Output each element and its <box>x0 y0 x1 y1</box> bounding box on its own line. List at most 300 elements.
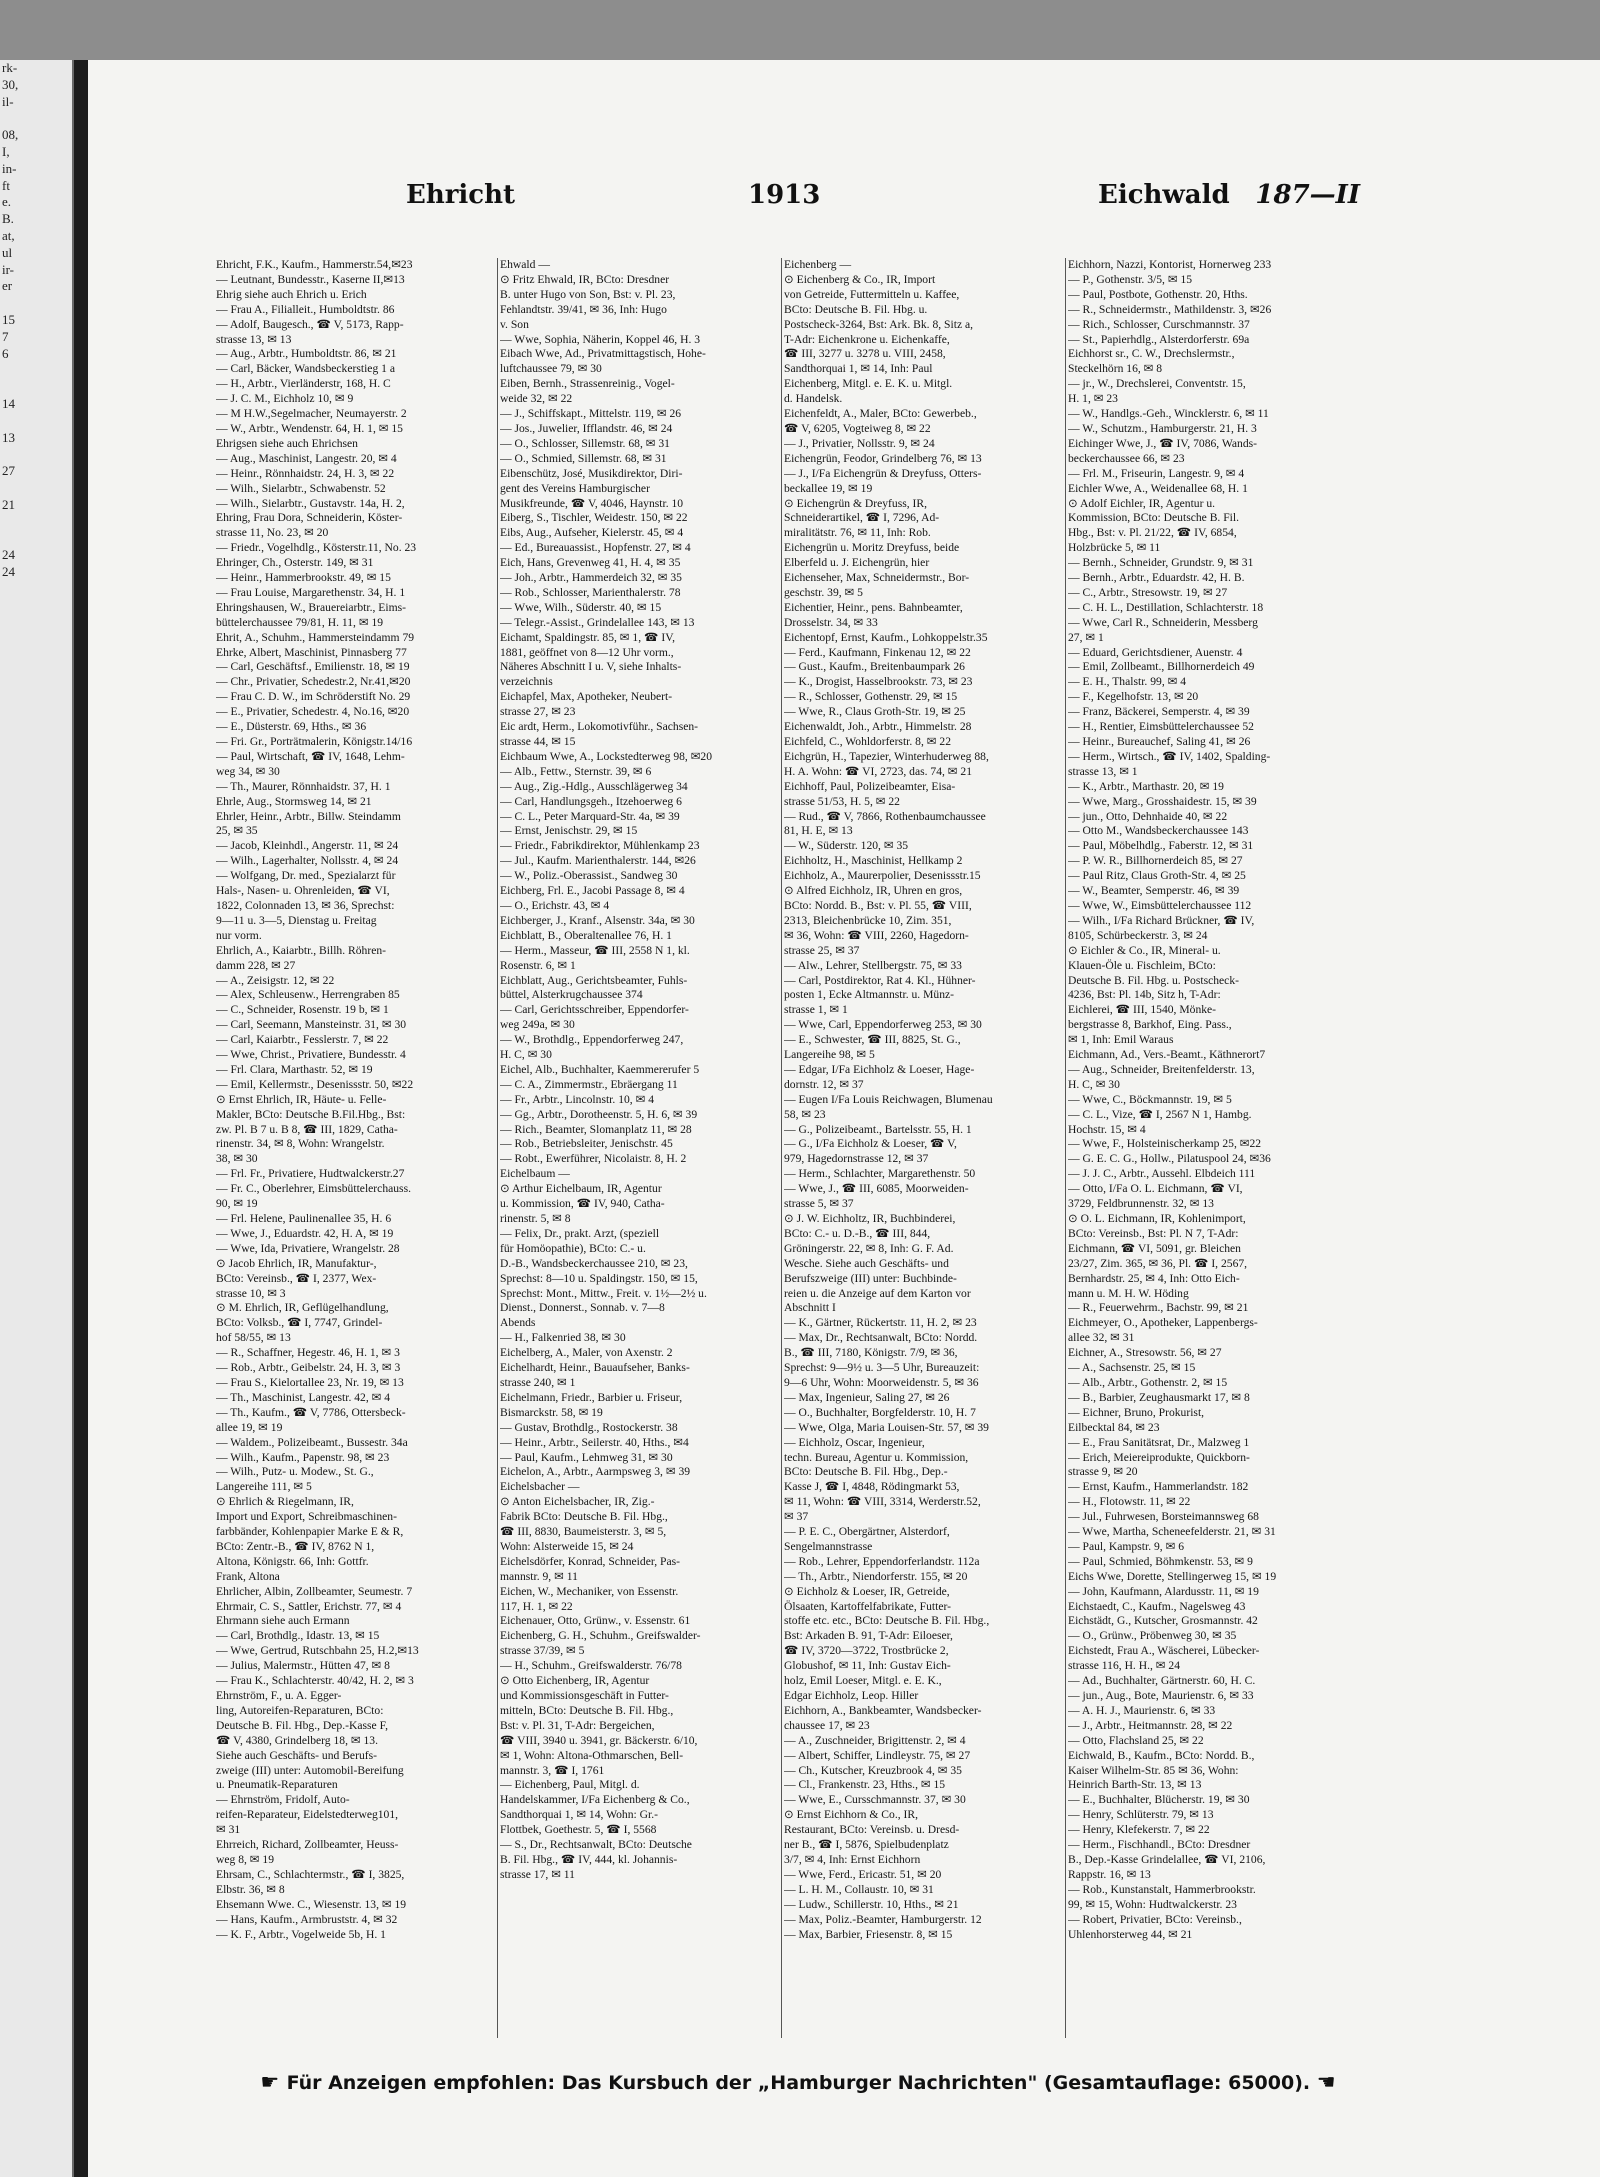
directory-entry-line: — Carl, Bäcker, Wandsbeckerstieg 1 a <box>216 362 395 376</box>
directory-entry-line: Ehrke, Albert, Maschinist, Pinnasberg 77 <box>216 645 407 659</box>
directory-entry-line: Eichamt, Spaldingstr. 85, ✉ 1, ☎ IV, <box>500 630 675 644</box>
directory-entry-line: Ehrigsen siehe auch Ehrichsen <box>216 436 358 450</box>
directory-entry-line: reien u. die Anzeige auf dem Karton vor <box>784 1286 971 1300</box>
directory-entry-line: — Rob., Betriebsleiter, Jenischstr. 45 <box>500 1137 673 1151</box>
directory-entry-line: strasse 37/39, ✉ 5 <box>500 1644 585 1658</box>
directory-entry-line: Fabrik BCto: Deutsche B. Fil. Hbg., <box>500 1510 668 1524</box>
directory-entry-line: — Fri. Gr., Porträtmalerin, Königstr.14/16 <box>216 735 413 748</box>
directory-entry-line: — Frl. Fr., Privatiere, Hudtwalckerstr.27 <box>216 1167 405 1181</box>
previous-page-fragment <box>0 1051 72 1068</box>
directory-entry-line: Deutsche B. Fil. Hbg., Dep.-Kasse F, <box>216 1718 388 1732</box>
directory-entry-line: Postscheck-3264, Bst: Ark. Bk. 8, Sitz a, <box>784 317 974 331</box>
directory-entry-line: Eichelbaum — <box>500 1167 570 1181</box>
directory-entry-line: — Eichholz, Oscar, Ingenieur, <box>784 1435 925 1449</box>
directory-entry-line: BCto: Nordd. B., Bst: v. Pl. 55, ☎ VIII, <box>784 898 972 912</box>
directory-entry-line: Kommission, BCto: Deutsche B. Fil. <box>1068 511 1240 525</box>
directory-entry-line: ⊙ Adolf Eichler, IR, Agentur u. <box>1068 496 1216 510</box>
directory-entry-line: — Max, Poliz.-Beamter, Hamburgerstr. 12 <box>784 1912 982 1926</box>
directory-entry-line: — Carl, Seemann, Mansteinstr. 31, ✉ 30 <box>216 1018 407 1032</box>
directory-entry-line: — Julius, Malermstr., Hütten 47, ✉ 8 <box>216 1659 390 1673</box>
directory-entry-line: ling, Autoreifen-Reparaturen, BCto: <box>216 1703 384 1717</box>
directory-entry-line: — O., Erichstr. 43, ✉ 4 <box>500 898 610 912</box>
directory-entry-line: — W., Beamter, Semperstr. 46, ✉ 39 <box>1068 884 1240 898</box>
directory-entry-line: ⊙ Eichengrün & Dreyfuss, IR, <box>784 496 928 510</box>
previous-page-fragment <box>0 933 72 950</box>
directory-entry-line: Eichel, Alb., Buchhalter, Kaemmererufer 5 <box>500 1062 700 1076</box>
directory-page <box>88 60 1600 2177</box>
directory-entry-line: zw. Pl. B 7 u. B 8, ☎ III, 1829, Catha- <box>216 1122 398 1136</box>
directory-entry-line: — Frl. Helene, Paulinenallee 35, H. 6 <box>216 1212 392 1225</box>
previous-page-fragment <box>0 648 72 665</box>
directory-entry-line: Sprechst: 8—10 u. Spaldingstr. 150, ✉ 15, <box>500 1271 698 1285</box>
directory-entry-line: 1822, Colonnaden 13, ✉ 36, Sprechst: <box>216 898 395 912</box>
directory-entry-line: Eichhoff, Paul, Polizeibeamter, Eisa- <box>784 779 956 793</box>
directory-entry-line: ⊙ O. L. Eichmann, IR, Kohlenimport, <box>1068 1212 1246 1225</box>
previous-page-fragment <box>0 631 72 648</box>
directory-entry-line: — Henry, Klefekerstr. 7, ✉ 22 <box>1068 1823 1210 1837</box>
directory-entry-line: — Felix, Dr., prakt. Arzt, (speziell <box>500 1226 660 1240</box>
directory-entry-line: — H., Falkenried 38, ✉ 30 <box>500 1331 626 1345</box>
directory-entry-line: Eichelberg, A., Maler, von Axenstr. 2 <box>500 1346 673 1360</box>
directory-entry-line: BCto: C.- u. D.-B., ☎ III, 844, <box>784 1226 931 1240</box>
header-first-entry: Ehricht <box>406 180 516 210</box>
previous-page-fragment <box>0 917 72 934</box>
directory-entry-line: Eichenfeldt, A., Maler, BCto: Gewerbeb., <box>784 407 977 421</box>
directory-entry-line: — John, Kaufmann, Alardusstr. 11, ✉ 19 <box>1068 1584 1259 1598</box>
directory-entry-line: Drosselstr. 34, ✉ 33 <box>784 615 878 629</box>
directory-entry-line: und Kommissionsgeschäft in Futter- <box>500 1689 669 1702</box>
directory-entry-line: — Rob., Lehrer, Eppendorferlandstr. 112a <box>784 1554 980 1568</box>
directory-entry-line: beckerchaussee 66, ✉ 23 <box>1068 451 1185 465</box>
directory-entry-line: Eichentier, Heinr., pens. Bahnbeamter, <box>784 600 963 614</box>
previous-page-fragment: 30, <box>2 76 19 92</box>
directory-entry-line: — W., Arbtr., Wendenstr. 64, H. 1, ✉ 15 <box>216 421 403 435</box>
directory-entry-line: — Paul, Möbelhdlg., Faberstr. 12, ✉ 31 <box>1068 839 1254 853</box>
directory-entry-line: Hochstr. 15, ✉ 4 <box>1068 1122 1146 1136</box>
directory-entry-line: — W., Poliz.-Oberassist., Sandweg 30 <box>500 869 678 883</box>
directory-entry-line: — Th., Maschinist, Langestr. 42, ✉ 4 <box>216 1390 391 1404</box>
directory-entry-line: — J., I/Fa Eichengrün & Dreyfuss, Otters- <box>784 466 982 480</box>
directory-entry-line: Sengelmannstrasse <box>784 1539 873 1553</box>
directory-entry-line: — Fr. C., Oberlehrer, Eimsbüttelerchauss. <box>216 1182 411 1196</box>
directory-entry-line: 27, ✉ 1 <box>1068 630 1104 644</box>
directory-entry-line: — Max, Dr., Rechtsanwalt, BCto: Nordd. <box>784 1331 978 1345</box>
directory-entry-line: strasse 10, ✉ 3 <box>216 1286 286 1300</box>
directory-entry-line: Eichhorst sr., C. W., Drechslermstr., <box>1068 347 1235 361</box>
directory-entry-line: ⊙ Ehrlich & Riegelmann, IR, <box>216 1495 354 1509</box>
directory-entry-line: Eichmeyer, O., Apotheker, Lappenbergs- <box>1068 1316 1258 1330</box>
directory-entry-line: Ehringer, Ch., Osterstr. 149, ✉ 31 <box>216 556 374 570</box>
previous-page-fragment <box>0 598 72 615</box>
directory-entry-line: ⊙ Ernst Eichhorn & Co., IR, <box>784 1808 919 1822</box>
directory-entry-line: 58, ✉ 23 <box>784 1107 826 1121</box>
directory-entry-line: stoffe etc. etc., BCto: Deutsche B. Fil. Hbg., <box>784 1614 990 1628</box>
directory-entry-line: 99, ✉ 15, Wohn: Hudtwalckerstr. 23 <box>1068 1897 1237 1911</box>
previous-page-fragment <box>0 530 72 547</box>
directory-entry-line: — Ernst, Kaufm., Hammerlandstr. 182 <box>1068 1480 1249 1494</box>
previous-page-fragment <box>0 379 72 396</box>
directory-entry-line: Ehrsam, C., Schlachtermstr., ☎ I, 3825, <box>216 1867 405 1881</box>
directory-entry-line: Eichner, A., Stresowstr. 56, ✉ 27 <box>1068 1346 1222 1360</box>
directory-entry-line: Langereihe 98, ✉ 5 <box>784 1048 875 1062</box>
directory-entry-line: strasse 11, No. 23, ✉ 20 <box>216 526 329 540</box>
directory-entry-line: Eic ardt, Herm., Lokomotivführ., Sachsen- <box>500 720 699 734</box>
directory-entry-line: 1881, geöffnet von 8—12 Uhr vorm., <box>500 645 674 659</box>
directory-entry-line: — Joh., Arbtr., Hammerdeich 32, ✉ 35 <box>500 571 682 585</box>
directory-entry-line: Handelskammer, I/Fa Eichenberg & Co., <box>500 1793 690 1807</box>
directory-entry-line: — Ferd., Kaufmann, Finkenau 12, ✉ 22 <box>784 645 971 659</box>
directory-entry-line: strasse 17, ✉ 11 <box>500 1867 575 1881</box>
previous-page-fragment: ir- <box>2 261 15 277</box>
directory-entry-line: BCto: Deutsche B. Fil. Hbg., Dep.- <box>784 1465 948 1479</box>
directory-entry-line: mitteln, BCto: Deutsche B. Fil. Hbg., <box>500 1703 674 1717</box>
directory-entry-line: Dienst., Donnerst., Sonnab. v. 7—8 <box>500 1301 665 1315</box>
directory-entry-line: d. Handelsk. <box>784 392 843 406</box>
directory-entry-line: Klauen-Öle u. Fischleim, BCto: <box>1068 958 1216 972</box>
directory-entry-line: Hals-, Nasen- u. Ohrenleiden, ☎ VI, <box>216 884 390 898</box>
directory-entry-line: — Bernh., Arbtr., Eduardstr. 42, H. B. <box>1068 571 1245 585</box>
directory-entry-line: Eichapfel, Max, Apotheker, Neubert- <box>500 690 673 704</box>
directory-entry-line: Kasse J, ☎ I, 4848, Rödingmarkt 53, <box>784 1480 960 1494</box>
directory-entry-line: — Leutnant, Bundesstr., Kaserne II,✉13 <box>216 272 405 286</box>
directory-entry-line: — E., Düsterstr. 69, Hths., ✉ 36 <box>216 720 367 734</box>
directory-entry-line: H. C, ✉ 30 <box>500 1048 552 1062</box>
directory-entry-line: — E., Frau Sanitätsrat, Dr., Malzweg 1 <box>1068 1435 1250 1449</box>
directory-entry-line: 9—6 Uhr, Wohn: Moorweidenstr. 5, ✉ 36 <box>784 1375 979 1389</box>
directory-entry-line: Eichholz, A., Maurerpolier, Desenissstr.15 <box>784 869 981 883</box>
directory-entry-line: verzeichnis <box>500 675 553 689</box>
directory-entry-line: Bst: Arkaden B. 91, T-Adr: Eiloeser, <box>784 1629 953 1643</box>
directory-entry-line: — Erich, Meiereiprodukte, Quickborn- <box>1068 1450 1250 1464</box>
directory-entry-line: Globushof, ✉ 11, Inh: Gustav Eich- <box>784 1659 951 1673</box>
previous-page-fragment: ft <box>2 177 10 193</box>
directory-entry-line: Eibs, Aug., Aufseher, Kielerstr. 45, ✉ 4 <box>500 526 684 540</box>
directory-entry-line: strasse 240, ✉ 1 <box>500 1375 576 1389</box>
previous-page-fragment: e. <box>2 194 12 210</box>
directory-entry-line: Sandthorquai 1, ✉ 14, Inh: Paul <box>784 362 933 376</box>
previous-page-fragment <box>0 413 72 430</box>
directory-entry-line: — Alb., Fettw., Sternstr. 39, ✉ 6 <box>500 764 652 778</box>
directory-entry-line: — Heinr., Rönnhaidstr. 24, H. 3, ✉ 22 <box>216 466 395 480</box>
pointing-hand-icon: ☚ <box>1316 2070 1336 2094</box>
directory-entry-line: reifen-Reparateur, Eidelstedterweg101, <box>216 1808 399 1822</box>
directory-entry-line: Bismarckstr. 58, ✉ 19 <box>500 1405 603 1419</box>
directory-entry-line: ✉ 31 <box>216 1823 241 1837</box>
directory-entry-line: dornstr. 12, ✉ 37 <box>784 1077 864 1091</box>
directory-entry-line: — A., Zeisigstr. 12, ✉ 22 <box>216 973 335 987</box>
directory-entry-line: ☎ III, 8830, Baumeisterstr. 3, ✉ 5, <box>500 1525 667 1539</box>
directory-entry-line: — Waldem., Polizeibeamt., Bussestr. 34a <box>216 1435 408 1449</box>
directory-entry-line: — Wwe, Martha, Scheneefelderstr. 21, ✉ 31 <box>1068 1525 1276 1539</box>
directory-entry-line: — Aug., Zig.-Hdlg., Ausschlägerweg 34 <box>500 779 688 793</box>
directory-entry-line: Sprechst: 9—9½ u. 3—5 Uhr, Bureauzeit: <box>784 1361 980 1375</box>
directory-entry-line: weg 34, ✉ 30 <box>216 764 280 778</box>
directory-entry-line: — E. H., Thalstr. 99, ✉ 4 <box>1068 675 1187 689</box>
directory-entry-line: ☎ III, 3277 u. 3278 u. VIII, 2458, <box>784 347 946 361</box>
directory-entry-line: strasse 27, ✉ 23 <box>500 705 576 719</box>
directory-entry-line: Eichstaedt, C., Kaufm., Nagelsweg 43 <box>1068 1599 1246 1613</box>
directory-entry-line: Eichengrün, Feodor, Grindelberg 76, ✉ 13 <box>784 451 982 465</box>
directory-entry-line: — Wwe, Carl R., Schneiderin, Messberg <box>1068 615 1258 629</box>
directory-entry-line: Abends <box>500 1316 536 1330</box>
directory-entry-line: — Wilh., I/Fa Richard Brückner, ☎ IV, <box>1068 913 1255 927</box>
directory-entry-line: v. Son <box>500 317 529 331</box>
directory-entry-line: Sprechst: Mont., Mittw., Freit. v. 1½—2½ u. <box>500 1286 707 1300</box>
directory-entry-line: ☎ VIII, 3940 u. 3941, gr. Bäckerstr. 6/10, <box>500 1733 698 1747</box>
directory-entry-line: Eichblatt, B., Oberaltenallee 76, H. 1 <box>500 928 672 942</box>
directory-entry-line: — Wwe, Ferd., Ericastr. 51, ✉ 20 <box>784 1867 942 1881</box>
directory-entry-line: — Rob., Schlosser, Marienthalerstr. 78 <box>500 585 681 599</box>
previous-page-fragment: il- <box>2 93 14 109</box>
directory-entry-line: — G., I/Fa Eichholz & Loeser, ☎ V, <box>784 1137 957 1151</box>
directory-entry-line: — Ludw., Schillerstr. 10, Hths., ✉ 21 <box>784 1897 959 1911</box>
directory-entry-line: Abschnitt I <box>784 1301 836 1315</box>
directory-entry-line: ✉ 36, Wohn: ☎ VIII, 2260, Hagedorn- <box>784 928 969 942</box>
directory-entry-line: Eich, Hans, Grevenweg 41, H. 4, ✉ 35 <box>500 556 681 570</box>
directory-entry-line: — Wolfgang, Dr. med., Spezialarzt für <box>216 869 396 883</box>
directory-entry-line: — Ehrnström, Fridolf, Auto- <box>216 1793 350 1807</box>
directory-entry-line: ⊙ Arthur Eichelbaum, IR, Agentur <box>500 1182 662 1196</box>
directory-entry-line: Näheres Abschnitt I u. V, siehe Inhalts- <box>500 660 682 674</box>
directory-entry-line: BCto: Zentr.-B., ☎ IV, 8762 N 1, <box>216 1539 375 1553</box>
previous-page-fragment <box>0 715 72 732</box>
directory-entry-line: — St., Papierhdlg., Alsterdorferstr. 69a <box>1068 332 1250 346</box>
directory-entry-line: Musikfreunde, ☎ V, 4046, Haynstr. 10 <box>500 496 684 510</box>
directory-entry-line: — Wilh., Putz- u. Modew., St. G., <box>216 1465 374 1479</box>
directory-entry-line: — Paul, Postbote, Gothenstr. 20, Hths. <box>1068 287 1248 301</box>
directory-entry-line: Ehring, Frau Dora, Schneiderin, Köster- <box>216 511 403 525</box>
directory-entry-line: — Frau S., Kielortallee 23, Nr. 19, ✉ 13 <box>216 1375 404 1389</box>
previous-page-fragment: in- <box>2 160 17 176</box>
directory-entry-line: — A. H. J., Maurienstr. 6, ✉ 33 <box>1068 1703 1216 1717</box>
directory-entry-line: ⊙ Alfred Eichholz, IR, Uhren en gros, <box>784 884 963 898</box>
previous-page-fragment: 08, <box>2 127 19 143</box>
directory-entry-line: — R., Schneidermstr., Mathildenstr. 3, ✉26 <box>1068 302 1272 316</box>
directory-entry-line: Eichelhardt, Heinr., Bauaufseher, Banks- <box>500 1361 690 1375</box>
directory-entry-line: — Alb., Arbtr., Gothenstr. 2, ✉ 15 <box>1068 1375 1228 1389</box>
directory-entry-line: Ehricht, F.K., Kaufm., Hammerstr.54,✉23 <box>216 258 413 271</box>
directory-entry-line: strasse 13, ✉ 13 <box>216 332 292 346</box>
directory-entry-line: — Paul, Kaufm., Lehmweg 31, ✉ 30 <box>500 1450 673 1464</box>
previous-page-fragment: rk- <box>2 60 18 75</box>
directory-entry-line: — Albert, Schiffer, Lindleystr. 75, ✉ 27 <box>784 1748 971 1762</box>
directory-entry-line: BCto: Vereinsb., ☎ I, 2377, Wex- <box>216 1271 377 1285</box>
directory-entry-line: — Carl, Brothdlg., Idastr. 13, ✉ 15 <box>216 1629 380 1643</box>
directory-entry-line: — J., Schiffskapt., Mittelstr. 119, ✉ 26 <box>500 407 682 421</box>
directory-entry-line: Ehrler, Heinr., Arbtr., Billw. Steindamm <box>216 809 401 823</box>
directory-entry-line: — Frl. M., Friseurin, Langestr. 9, ✉ 4 <box>1068 466 1245 480</box>
directory-entry-line: — F., Kegelhofstr. 13, ✉ 20 <box>1068 690 1199 704</box>
directory-entry-line: — E., Schwester, ☎ III, 8825, St. G., <box>784 1033 961 1047</box>
directory-entry-line: B., ☎ III, 7180, Königstr. 7/9, ✉ 36, <box>784 1346 958 1360</box>
directory-entry-line: Eichenseher, Max, Schneidermstr., Bor- <box>784 571 970 585</box>
directory-entry-line: — H., Rentier, Eimsbüttelerchaussee 52 <box>1068 720 1254 734</box>
directory-entry-line: B. unter Hugo von Son, Bst: v. Pl. 23, <box>500 287 676 301</box>
directory-entry-line: — Wwe, E., Cursschmannstr. 37, ✉ 30 <box>784 1793 966 1807</box>
directory-entry-line: H. A. Wohn: ☎ VI, 2723, das. 74, ✉ 21 <box>784 764 973 778</box>
directory-entry-line: BCto: Vereinsb., Bst: Pl. N 7, T-Adr: <box>1068 1226 1239 1240</box>
directory-entry-line: — Eugen I/Fa Louis Reichwagen, Blumenau <box>784 1092 993 1106</box>
previous-page-fragment <box>0 665 72 682</box>
previous-page-fragment <box>0 799 72 816</box>
directory-entry-line: Ehsemann Wwe. C., Wiesenstr. 13, ✉ 19 <box>216 1897 407 1911</box>
directory-entry-line: Edgar Eichholz, Leop. Hiller <box>784 1689 919 1702</box>
directory-entry-line: — Friedr., Fabrikdirektor, Mühlenkamp 23 <box>500 839 700 853</box>
directory-entry-line: — Herm., Fischhandl., BCto: Dresdner <box>1068 1838 1251 1852</box>
directory-entry-line: nur vorm. <box>216 928 262 942</box>
column-divider <box>1065 258 1066 2038</box>
directory-entry-line: — Wwe, Christ., Privatiere, Bundesstr. 4 <box>216 1048 406 1062</box>
directory-entry-line: strasse 9, ✉ 20 <box>1068 1465 1138 1479</box>
directory-entry-line: ✉ 1, Inh: Emil Waraus <box>1068 1033 1174 1047</box>
directory-entry-line: — Carl, Postdirektor, Rat 4. Kl., Hühner- <box>784 973 976 987</box>
directory-entry-line: Flottbek, Goethestr. 5, ☎ I, 5568 <box>500 1823 657 1837</box>
directory-entry-line: — W., Schutzm., Hamburgerstr. 21, H. 3 <box>1068 421 1257 435</box>
directory-entry-line: — Rich., Schlosser, Curschmannstr. 37 <box>1068 317 1250 331</box>
directory-entry-line: — Wilh., Kaufm., Papenstr. 98, ✉ 23 <box>216 1450 390 1464</box>
directory-entry-line: — Emil, Kellermstr., Desenissstr. 50, ✉22 <box>216 1077 414 1091</box>
directory-entry-line: — Alw., Lehrer, Stellbergstr. 75, ✉ 33 <box>784 958 962 972</box>
directory-entry-line: ⊙ Jacob Ehrlich, IR, Manufaktur-, <box>216 1256 377 1270</box>
directory-entry-line: — B., Barbier, Zeughausmarkt 17, ✉ 8 <box>1068 1390 1250 1404</box>
previous-page-fragment <box>0 900 72 917</box>
directory-entry-line: — Wwe, F., Holsteinischerkamp 25, ✉22 <box>1068 1137 1262 1151</box>
directory-entry-line: Bst: v. Pl. 31, T-Adr: Bergeichen, <box>500 1718 655 1732</box>
previous-page-fragment: 14 <box>2 395 15 411</box>
directory-entry-line: — A., Zuschneider, Brigittenstr. 2, ✉ 4 <box>784 1733 966 1747</box>
directory-entry-line: gent des Vereins Hamburgischer <box>500 481 650 495</box>
previous-page-fragment <box>0 1001 72 1018</box>
directory-entry-line: Wesche. Siehe auch Geschäfts- und <box>784 1256 949 1270</box>
directory-entry-line: — Wwe, J., ☎ III, 6085, Moorweiden- <box>784 1182 969 1196</box>
directory-entry-line: — Paul, Schmied, Böhmkenstr. 53, ✉ 9 <box>1068 1554 1253 1568</box>
directory-entry-line: weide 32, ✉ 22 <box>500 392 573 406</box>
directory-entry-line: — H., Arbtr., Vierländerstr, 168, H. C <box>216 377 391 391</box>
directory-entry-line: 979, Hagedornstrasse 12, ✉ 37 <box>784 1152 929 1166</box>
directory-entry-line: — R., Feuerwehrm., Bachstr. 99, ✉ 21 <box>1068 1301 1249 1315</box>
directory-entry-line: — Th., Maurer, Rönnhaidstr. 37, H. 1 <box>216 779 391 793</box>
previous-page-fragment <box>0 1068 72 1085</box>
directory-entry-line: — Henry, Schlüterstr. 79, ✉ 13 <box>1068 1808 1214 1822</box>
directory-entry-line: Import und Export, Schreibmaschinen- <box>216 1510 397 1524</box>
directory-entry-line: T-Adr: Eichenkrone u. Eichenkaffe, <box>784 332 950 346</box>
directory-entry-line: luftchaussee 79, ✉ 30 <box>500 362 602 376</box>
header-last-entry: Eichwald <box>1098 180 1230 210</box>
directory-entry-line: — J. J. C., Arbtr., Aussehl. Elbdeich 111 <box>1068 1167 1256 1181</box>
directory-entry-line: Berufszweige (III) unter: Buchbinde- <box>784 1271 957 1285</box>
directory-entry-line: — E., Buchhalter, Blücherstr. 19, ✉ 30 <box>1068 1793 1250 1807</box>
directory-entry-line: techn. Bureau, Agentur u. Kommission, <box>784 1450 969 1464</box>
previous-page-fragment <box>0 110 72 127</box>
directory-entry-line: strasse 25, ✉ 37 <box>784 943 860 957</box>
directory-entry-line: — Carl, Handlungsgeh., Itzehoerweg 6 <box>500 794 682 808</box>
previous-page-fragment <box>0 749 72 766</box>
directory-entry-line: — Friedr., Vogelhdlg., Kösterstr.11, No. 23 <box>216 541 417 555</box>
directory-entry-line: Kaiser Wilhelm-Str. 85 ✉ 36, Wohn: <box>1068 1763 1239 1777</box>
directory-entry-line: — K., Gärtner, Rückertstr. 11, H. 2, ✉ 23 <box>784 1316 977 1330</box>
directory-entry-line: — Wwe, J., Eduardstr. 42, H. A, ✉ 19 <box>216 1226 394 1240</box>
directory-entry-line: Eiben, Bernh., Strassenreinig., Vogel- <box>500 377 675 391</box>
directory-entry-line: Eichbaum Wwe, A., Lockstedterweg 98, ✉20 <box>500 749 713 763</box>
directory-entry-line: 81, H. E, ✉ 13 <box>784 824 853 838</box>
directory-entry-line: weg 249a, ✉ 30 <box>500 1018 575 1032</box>
directory-entry-line: — Herm., Masseur, ☎ III, 2558 N 1, kl. <box>500 943 690 957</box>
directory-entry-line: — Wilh., Lagerhalter, Nollsstr. 4, ✉ 24 <box>216 854 399 868</box>
directory-entry-line: — C., Arbtr., Stresowstr. 19, ✉ 27 <box>1068 585 1228 599</box>
directory-entry-line: geschstr. 39, ✉ 5 <box>784 585 863 599</box>
previous-page-fragment <box>0 1034 72 1051</box>
directory-entry-line: u. Kommission, ☎ IV, 940, Catha- <box>500 1197 665 1211</box>
directory-entry-line: mannstr. 3, ☎ I, 1761 <box>500 1763 605 1777</box>
footer-text: Für Anzeigen empfohlen: Das Kursbuch der „Hamburger Nachrichten" (Gesamtauflage: 65000). <box>286 2072 1311 2094</box>
directory-entry-line: — Otto, I/Fa O. L. Eichmann, ☎ VI, <box>1068 1182 1243 1196</box>
previous-page-fragment <box>0 782 72 799</box>
directory-entry-line: — Wilh., Sielarbtr., Gustavstr. 14a, H. 2, <box>216 496 405 510</box>
directory-entry-line: — Max, Ingenieur, Saling 27, ✉ 26 <box>784 1390 950 1404</box>
directory-entry-line: — P. W. R., Billhornerdeich 85, ✉ 27 <box>1068 854 1243 868</box>
previous-page-fragment: B. <box>2 211 14 227</box>
directory-entry-line: Ehrit, A., Schuhm., Hammersteindamm 79 <box>216 630 415 644</box>
directory-entry-line: 9—11 u. 3—5, Dienstag u. Freitag <box>216 913 377 927</box>
header-year: 1913 <box>748 180 821 210</box>
directory-entry-line: — Telegr.-Assist., Grindelallee 143, ✉ 13 <box>500 615 695 629</box>
directory-entry-line: — Ad., Buchhalter, Gärtnerstr. 60, H. C. <box>1068 1674 1256 1688</box>
directory-entry-line: — C. L., Vize, ☎ I, 2567 N 1, Hambg. <box>1068 1107 1252 1121</box>
directory-entry-line: Eichelsdörfer, Konrad, Schneider, Pas- <box>500 1554 681 1568</box>
directory-entry-line: farbbänder, Kohlenpapier Marke E & R, <box>216 1525 404 1539</box>
directory-entry-line: — O., Buchhalter, Borgfelderstr. 10, H. 7 <box>784 1405 976 1419</box>
directory-entry-line: — Jacob, Kleinhdl., Angerstr. 11, ✉ 24 <box>216 839 399 853</box>
directory-entry-line: mann u. M. H. W. Höding <box>1068 1286 1189 1300</box>
advertisement-footer <box>228 2070 1368 2104</box>
directory-column-3 <box>784 258 1064 2038</box>
directory-entry-line: BCto: Deutsche B. Fil. Hbg. u. <box>784 302 928 316</box>
previous-page-fragment: 7 <box>2 328 9 344</box>
directory-entry-line: Eichenberg — <box>784 258 852 271</box>
directory-entry-line: Restaurant, BCto: Vereinsb. u. Dresd- <box>784 1823 960 1837</box>
directory-entry-line: — Paul, Kampstr. 9, ✉ 6 <box>1068 1539 1184 1553</box>
directory-columns <box>216 258 1344 2038</box>
previous-page-fragment: er <box>2 278 13 294</box>
directory-entry-line: — K., Drogist, Hasselbrookstr. 73, ✉ 23 <box>784 675 973 689</box>
directory-entry-line: — G. E. C. G., Hollw., Pilatuspool 24, ✉36 <box>1068 1152 1271 1166</box>
directory-entry-line: Elbstr. 36, ✉ 8 <box>216 1882 285 1896</box>
directory-entry-line: — M H.W.,Segelmacher, Neumayerstr. 2 <box>216 407 407 421</box>
directory-entry-line: ⊙ M. Ehrlich, IR, Geflügelhandlung, <box>216 1301 389 1315</box>
directory-entry-line: — R., Schaffner, Hegestr. 46, H. 1, ✉ 3 <box>216 1346 400 1360</box>
directory-entry-line: — Jul., Fuhrwesen, Borsteimannsweg 68 <box>1068 1510 1259 1524</box>
directory-entry-line: — Emil, Zollbeamt., Billhornerdeich 49 <box>1068 660 1255 674</box>
directory-entry-line: H. 1, ✉ 23 <box>1068 392 1118 406</box>
directory-entry-line: strasse 116, H. H., ✉ 24 <box>1068 1659 1181 1673</box>
previous-page-fragment <box>0 866 72 883</box>
directory-entry-line: Eichelsbacher — <box>500 1480 580 1494</box>
directory-entry-line: Fehlandtstr. 39/41, ✉ 36, Inh: Hugo <box>500 302 667 316</box>
directory-entry-line: — S., Dr., Rechtsanwalt, BCto: Deutsche <box>500 1838 692 1852</box>
directory-entry-line: weg 8, ✉ 19 <box>216 1852 275 1866</box>
directory-entry-line: — G., Polizeibeamt., Bartelsstr. 55, H. 1 <box>784 1122 972 1136</box>
directory-entry-line: — Rob., Kunstanstalt, Hammerbrookstr. <box>1068 1882 1256 1896</box>
previous-page-fragment <box>0 950 72 967</box>
directory-entry-line: — jun., Aug., Bote, Maurienstr. 6, ✉ 33 <box>1068 1689 1254 1702</box>
directory-entry-line: Holzbrücke 5, ✉ 11 <box>1068 541 1161 555</box>
directory-entry-line: — W., Süderstr. 120, ✉ 35 <box>784 839 909 853</box>
previous-page-fragment <box>0 967 72 984</box>
directory-entry-line: — Wwe, Carl, Eppendorferweg 253, ✉ 30 <box>784 1018 982 1032</box>
directory-entry-line: büttel, Alsterkrugchaussee 374 <box>500 988 643 1002</box>
previous-page-fragment <box>0 446 72 463</box>
directory-entry-line: mannstr. 9, ✉ 11 <box>500 1569 578 1583</box>
